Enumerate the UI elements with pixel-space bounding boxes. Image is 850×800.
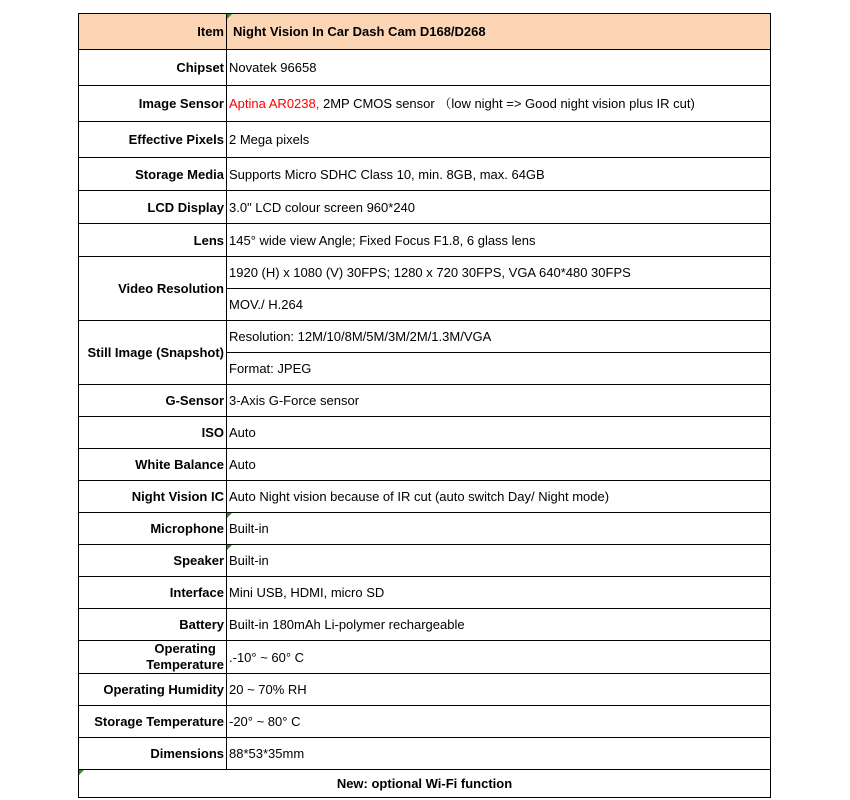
row-value: 1920 (H) x 1080 (V) 30FPS; 1280 x 720 30FPS, VGA 640*480 30FPS — [227, 257, 771, 289]
header-title-text: Night Vision In Car Dash Cam D168/D268 — [233, 24, 486, 39]
row-value: .-10° ~ 60° C — [227, 641, 771, 674]
table-row-iso — [79, 417, 771, 449]
row-value: MOV./ H.264 — [227, 289, 771, 321]
label-line: Temperature — [146, 657, 224, 672]
row-label: ISO — [79, 417, 227, 449]
row-value: Supports Micro SDHC Class 10, min. 8GB, max. 64GB — [227, 158, 771, 191]
row-label: Storage Media — [79, 158, 227, 191]
table-row-g-sensor — [79, 385, 771, 417]
table-row-dimensions — [79, 738, 771, 770]
header-item-label: Item — [79, 14, 227, 50]
row-label: White Balance — [79, 449, 227, 481]
row-value: Resolution: 12M/10/8M/5M/3M/2M/1.3M/VGA — [227, 321, 771, 353]
table-row-operating-humidity — [79, 674, 771, 706]
row-value — [227, 545, 771, 577]
table-footer-row — [79, 770, 771, 798]
row-value: 2 Mega pixels — [227, 122, 771, 158]
table-row-storage-media — [79, 158, 771, 191]
row-label: Chipset — [79, 50, 227, 86]
table-row-microphone — [79, 513, 771, 545]
row-label: Video Resolution — [79, 257, 227, 321]
row-label: Interface — [79, 577, 227, 609]
cell-marker — [227, 513, 232, 518]
footer-note — [79, 770, 771, 798]
table-row-battery — [79, 609, 771, 641]
row-value: 3-Axis G-Force sensor — [227, 385, 771, 417]
row-label: Storage Temperature — [79, 706, 227, 738]
table-row-night-vision — [79, 481, 771, 513]
row-label: Night Vision IC — [79, 481, 227, 513]
row-label: Lens — [79, 224, 227, 257]
row-value: Auto — [227, 417, 771, 449]
cell-marker — [79, 770, 84, 775]
row-value: 88*53*35mm — [227, 738, 771, 770]
sensor-description: 2MP CMOS sensor （low night => Good night vision plus IR cut) — [319, 96, 695, 111]
table-row-still-image — [79, 321, 771, 353]
table-row-chipset — [79, 50, 771, 86]
row-label: LCD Display — [79, 191, 227, 224]
row-value-text: Built-in — [229, 553, 269, 568]
row-value: Built-in 180mAh Li-polymer rechargeable — [227, 609, 771, 641]
row-value — [227, 513, 771, 545]
label-line: Operating — [154, 641, 216, 656]
row-label: G-Sensor — [79, 385, 227, 417]
table-row-effective-pixels — [79, 122, 771, 158]
sensor-model-highlight: Aptina AR0238, — [229, 96, 320, 111]
spec-table — [78, 13, 771, 798]
row-label: Battery — [79, 609, 227, 641]
cell-marker — [227, 545, 232, 550]
table-row-lens — [79, 224, 771, 257]
row-value-text: Built-in — [229, 521, 269, 536]
row-label: Dimensions — [79, 738, 227, 770]
table-header-row — [79, 14, 771, 50]
row-value: Novatek 96658 — [227, 50, 771, 86]
row-label: Speaker — [79, 545, 227, 577]
row-label: Image Sensor — [79, 86, 227, 122]
table-row-speaker — [79, 545, 771, 577]
row-label: Still Image (Snapshot) — [79, 321, 227, 385]
row-label: Operating Humidity — [79, 674, 227, 706]
row-value: -20° ~ 80° C — [227, 706, 771, 738]
table-row-white-balance — [79, 449, 771, 481]
table-row-operating-temperature — [79, 641, 771, 674]
row-value: Format: JPEG — [227, 353, 771, 385]
row-value: 20 ~ 70% RH — [227, 674, 771, 706]
cell-marker — [227, 14, 232, 19]
table-row-lcd-display — [79, 191, 771, 224]
table-row-video-resolution — [79, 257, 771, 289]
row-label — [79, 641, 227, 674]
row-value: 3.0" LCD colour screen 960*240 — [227, 191, 771, 224]
table-row-image-sensor — [79, 86, 771, 122]
table-row-storage-temperature — [79, 706, 771, 738]
footer-note-text: New: optional Wi-Fi function — [336, 776, 513, 791]
operating-temperature-label — [146, 641, 224, 673]
header-title — [227, 14, 771, 50]
row-value: Auto Night vision because of IR cut (auto switch Day/ Night mode) — [227, 481, 771, 513]
row-value: Auto — [227, 449, 771, 481]
row-value — [227, 86, 771, 122]
row-label: Effective Pixels — [79, 122, 227, 158]
table-row-interface — [79, 577, 771, 609]
row-label: Microphone — [79, 513, 227, 545]
row-value: Mini USB, HDMI, micro SD — [227, 577, 771, 609]
row-value: 145° wide view Angle; Fixed Focus F1.8, 6 glass lens — [227, 224, 771, 257]
